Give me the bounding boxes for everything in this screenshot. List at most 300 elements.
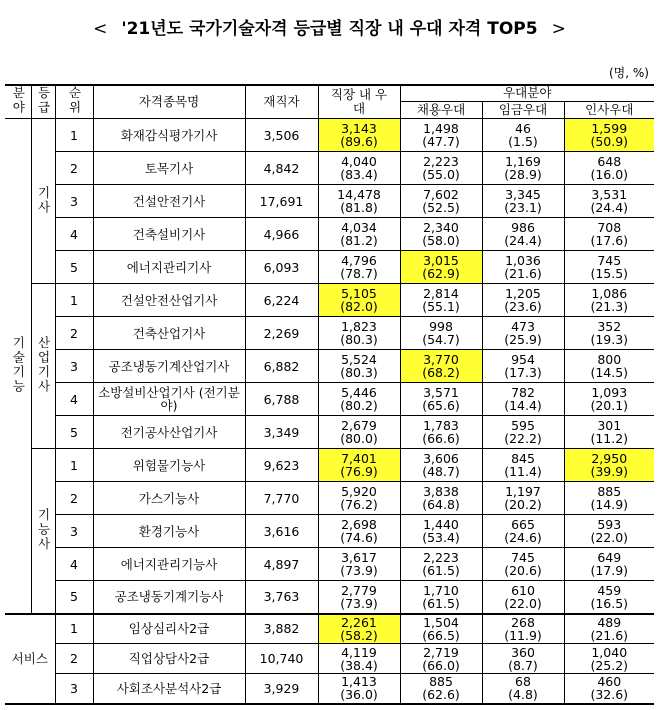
hire-percent: (61.5) — [422, 595, 460, 611]
hire-cell — [400, 515, 482, 548]
wage-count: 1,197 — [505, 484, 541, 499]
pers-cell — [564, 383, 654, 416]
grade-cell: 기능사 — [31, 449, 55, 614]
table-row — [5, 152, 654, 185]
pref-cell — [318, 614, 400, 644]
table-row — [5, 581, 654, 614]
pref-cell — [318, 644, 400, 674]
pref-percent: (80.0) — [340, 431, 378, 446]
pref-cell — [318, 674, 400, 704]
wage-cell — [482, 449, 564, 482]
wage-cell — [482, 548, 564, 581]
table-row — [5, 218, 654, 251]
rank-cell: 3 — [55, 674, 93, 704]
holders-cell: 4,842 — [245, 152, 318, 185]
pers-cell — [564, 350, 654, 383]
holders-cell: 3,882 — [245, 614, 318, 644]
wage-percent: (8.7) — [508, 657, 538, 673]
wage-cell — [482, 251, 564, 284]
wage-cell — [482, 152, 564, 185]
wage-cell — [482, 482, 564, 515]
table-row — [5, 383, 654, 416]
hire-cell — [400, 350, 482, 383]
pref-percent: (74.6) — [340, 530, 378, 545]
qualification-name: 위험물기능사 — [93, 449, 245, 482]
wage-cell — [482, 317, 564, 350]
pref-percent: (82.0) — [340, 299, 378, 314]
wage-percent: (20.2) — [504, 497, 542, 512]
pers-count: 301 — [597, 418, 622, 433]
hire-cell — [400, 284, 482, 317]
pers-percent: (21.6) — [590, 627, 629, 643]
hire-cell — [400, 614, 482, 644]
hire-cell — [400, 674, 482, 704]
pers-cell — [564, 674, 654, 704]
wage-count: 782 — [511, 385, 535, 400]
pers-count: 649 — [597, 550, 622, 565]
hire-cell — [400, 152, 482, 185]
holders-cell: 3,929 — [245, 674, 318, 704]
pref-cell — [318, 515, 400, 548]
hire-count: 2,814 — [423, 286, 459, 301]
hire-percent: (62.6) — [422, 687, 460, 703]
qualification-name: 소방설비산업기사 (전기분야) — [93, 383, 245, 416]
wage-count: 610 — [511, 582, 535, 598]
grade-cell: 산업기사 — [31, 284, 55, 449]
wage-count: 68 — [515, 674, 531, 690]
hire-percent: (66.6) — [422, 431, 460, 446]
pref-cell — [318, 218, 400, 251]
header-pref-area: 우대분야 — [400, 85, 654, 101]
wage-percent: (1.5) — [508, 134, 538, 149]
pers-count: 489 — [597, 614, 622, 630]
pers-percent: (11.2) — [590, 431, 629, 446]
pers-percent: (16.5) — [590, 595, 629, 611]
table-row — [5, 449, 654, 482]
pref-percent: (81.2) — [340, 233, 378, 248]
wage-percent: (11.4) — [504, 464, 542, 479]
right-chevron-icon: > — [551, 19, 566, 39]
pers-percent: (15.5) — [590, 266, 629, 281]
pref-percent: (80.2) — [340, 398, 378, 413]
pers-count: 800 — [597, 352, 622, 367]
qualification-name: 토목기사 — [93, 152, 245, 185]
pers-count: 459 — [597, 582, 622, 598]
hire-percent: (53.4) — [422, 530, 460, 545]
pref-count: 2,698 — [341, 517, 377, 532]
hire-count: 7,602 — [423, 187, 459, 202]
rank-cell: 4 — [55, 218, 93, 251]
wage-percent: (11.9) — [504, 627, 542, 643]
pers-count: 1,599 — [591, 121, 628, 136]
wage-percent: (25.9) — [504, 332, 542, 347]
wage-cell — [482, 614, 564, 644]
title-text: '21년도 국가기술자격 등급별 직장 내 우대 자격 TOP5 — [121, 19, 538, 39]
pers-count: 745 — [597, 253, 622, 268]
pref-percent: (80.3) — [340, 332, 378, 347]
wage-cell — [482, 383, 564, 416]
hire-count: 3,770 — [423, 352, 459, 367]
pref-cell — [318, 185, 400, 218]
header-grade: 등급 — [31, 85, 55, 119]
holders-cell: 10,740 — [245, 644, 318, 674]
pref-count: 14,478 — [337, 187, 381, 202]
wage-cell — [482, 416, 564, 449]
header-name: 자격종목명 — [93, 85, 245, 119]
table-row — [5, 251, 654, 284]
hire-cell — [400, 581, 482, 614]
hire-count: 2,340 — [423, 220, 459, 235]
document-title — [0, 14, 659, 39]
pers-count: 1,093 — [591, 385, 628, 400]
hire-count: 1,783 — [423, 418, 459, 433]
rank-cell: 3 — [55, 185, 93, 218]
wage-count: 986 — [511, 220, 535, 235]
pers-percent: (25.2) — [590, 657, 629, 673]
pref-count: 1,823 — [341, 319, 377, 334]
rank-cell: 5 — [55, 416, 93, 449]
pers-percent: (32.6) — [590, 687, 629, 703]
wage-percent: (4.8) — [508, 687, 538, 703]
pers-percent: (14.5) — [590, 365, 629, 380]
qualification-name: 에너지관리기능사 — [93, 548, 245, 581]
wage-count: 595 — [511, 418, 535, 433]
hire-cell — [400, 449, 482, 482]
pref-count: 7,401 — [341, 451, 377, 466]
pref-cell — [318, 449, 400, 482]
pers-count: 2,950 — [591, 451, 628, 466]
hire-count: 1,440 — [423, 517, 459, 532]
pref-count: 5,446 — [341, 385, 377, 400]
wage-percent: (23.6) — [504, 299, 542, 314]
pref-count: 2,261 — [341, 614, 377, 630]
wage-percent: (14.4) — [504, 398, 542, 413]
wage-cell — [482, 218, 564, 251]
pref-percent: (36.0) — [340, 687, 378, 703]
pref-cell — [318, 152, 400, 185]
header-field: 분야 — [5, 85, 31, 119]
pref-percent: (73.9) — [340, 563, 378, 578]
pers-count: 3,531 — [591, 187, 628, 202]
pref-count: 3,143 — [341, 121, 377, 136]
pref-count: 4,796 — [341, 253, 377, 268]
header-preferred: 직장 내 우대 — [318, 85, 400, 119]
rank-cell: 2 — [55, 152, 93, 185]
table-row — [5, 482, 654, 515]
hire-count: 885 — [429, 674, 453, 690]
wage-count: 1,036 — [505, 253, 541, 268]
pref-cell — [318, 548, 400, 581]
pref-cell — [318, 416, 400, 449]
pref-cell — [318, 251, 400, 284]
hire-count: 1,498 — [423, 121, 459, 136]
hire-count: 1,710 — [423, 582, 459, 598]
pref-cell — [318, 482, 400, 515]
wage-count: 473 — [511, 319, 535, 334]
pref-percent: (73.9) — [340, 595, 378, 611]
pref-cell — [318, 383, 400, 416]
pers-cell — [564, 482, 654, 515]
pref-cell — [318, 284, 400, 317]
rank-cell: 1 — [55, 119, 93, 152]
wage-percent: (21.6) — [504, 266, 542, 281]
pref-cell — [318, 581, 400, 614]
wage-percent: (28.9) — [504, 167, 542, 182]
qualification-name: 사회조사분석사2급 — [93, 674, 245, 704]
pers-percent: (20.1) — [590, 398, 629, 413]
pers-percent: (39.9) — [590, 464, 629, 479]
table-row — [5, 515, 654, 548]
wage-percent: (20.6) — [504, 563, 542, 578]
pers-count: 352 — [597, 319, 622, 334]
hire-cell — [400, 251, 482, 284]
qualification-name: 공조냉동기계기능사 — [93, 581, 245, 614]
pers-percent: (14.9) — [590, 497, 629, 512]
pref-cell — [318, 119, 400, 152]
rank-cell: 2 — [55, 482, 93, 515]
pref-count: 4,119 — [341, 644, 377, 660]
pers-count: 648 — [597, 154, 622, 169]
holders-cell: 3,616 — [245, 515, 318, 548]
pers-percent: (50.9) — [590, 134, 629, 149]
pref-percent: (83.4) — [340, 167, 378, 182]
qualification-name: 가스기능사 — [93, 482, 245, 515]
pref-count: 3,617 — [341, 550, 377, 565]
pref-count: 2,679 — [341, 418, 377, 433]
hire-percent: (55.1) — [422, 299, 460, 314]
pers-cell — [564, 614, 654, 644]
hire-count: 3,571 — [423, 385, 459, 400]
wage-percent: (23.1) — [504, 200, 542, 215]
wage-cell — [482, 644, 564, 674]
hire-cell — [400, 644, 482, 674]
header-wage: 임금우대 — [482, 101, 564, 118]
holders-cell: 4,897 — [245, 548, 318, 581]
qualification-name: 직업상담사2급 — [93, 644, 245, 674]
wage-count: 954 — [511, 352, 535, 367]
holders-cell: 7,770 — [245, 482, 318, 515]
hire-cell — [400, 185, 482, 218]
hire-cell — [400, 317, 482, 350]
pref-count: 1,413 — [341, 674, 377, 690]
wage-percent: (17.3) — [504, 365, 542, 380]
pers-cell — [564, 251, 654, 284]
qualification-name: 전기공사산업기사 — [93, 416, 245, 449]
pers-cell — [564, 185, 654, 218]
pref-percent: (58.2) — [340, 627, 378, 643]
pers-cell — [564, 284, 654, 317]
hire-count: 3,838 — [423, 484, 459, 499]
qualification-table — [5, 84, 654, 705]
holders-cell: 6,882 — [245, 350, 318, 383]
pers-cell — [564, 119, 654, 152]
table-row — [5, 119, 654, 152]
qualification-name: 건축산업기사 — [93, 317, 245, 350]
hire-cell — [400, 119, 482, 152]
pers-count: 1,086 — [591, 286, 628, 301]
holders-cell: 4,966 — [245, 218, 318, 251]
wage-cell — [482, 581, 564, 614]
holders-cell: 2,269 — [245, 317, 318, 350]
hire-count: 1,504 — [423, 614, 459, 630]
wage-cell — [482, 350, 564, 383]
pers-cell — [564, 644, 654, 674]
table-row — [5, 614, 654, 644]
pers-cell — [564, 581, 654, 614]
field-cell: 서비스 — [5, 614, 55, 704]
pref-count: 5,920 — [341, 484, 377, 499]
holders-cell: 6,093 — [245, 251, 318, 284]
hire-cell — [400, 218, 482, 251]
pers-cell — [564, 218, 654, 251]
wage-count: 360 — [511, 644, 535, 660]
table-row — [5, 185, 654, 218]
rank-cell: 5 — [55, 251, 93, 284]
qualification-name: 건축설비기사 — [93, 218, 245, 251]
pref-percent: (76.9) — [340, 464, 378, 479]
hire-percent: (52.5) — [422, 200, 460, 215]
hire-count: 998 — [429, 319, 453, 334]
pers-cell — [564, 449, 654, 482]
wage-percent: (22.2) — [504, 431, 542, 446]
wage-percent: (22.0) — [504, 595, 542, 611]
table-row — [5, 416, 654, 449]
holders-cell: 3,506 — [245, 119, 318, 152]
pref-percent: (78.7) — [340, 266, 378, 281]
header-personnel: 인사우대 — [564, 101, 654, 118]
unit-label: (명, %) — [609, 66, 649, 80]
pers-percent: (24.4) — [590, 200, 629, 215]
qualification-name: 공조냉동기계산업기사 — [93, 350, 245, 383]
pers-count: 593 — [597, 517, 622, 532]
pref-percent: (81.8) — [340, 200, 378, 215]
holders-cell: 3,763 — [245, 581, 318, 614]
wage-cell — [482, 515, 564, 548]
pers-cell — [564, 416, 654, 449]
pers-percent: (17.6) — [590, 233, 629, 248]
pers-count: 460 — [597, 674, 622, 690]
holders-cell: 3,349 — [245, 416, 318, 449]
hire-percent: (61.5) — [422, 563, 460, 578]
hire-percent: (65.6) — [422, 398, 460, 413]
header-holders: 재직자 — [245, 85, 318, 119]
table-row — [5, 644, 654, 674]
hire-cell — [400, 416, 482, 449]
hire-count: 3,015 — [423, 253, 459, 268]
pref-count: 5,105 — [341, 286, 377, 301]
hire-percent: (68.2) — [422, 365, 460, 380]
hire-count: 2,719 — [423, 644, 459, 660]
holders-cell: 9,623 — [245, 449, 318, 482]
table-row — [5, 284, 654, 317]
hire-count: 3,606 — [423, 451, 459, 466]
pers-cell — [564, 152, 654, 185]
hire-count: 2,223 — [423, 550, 459, 565]
pref-percent: (89.6) — [340, 134, 378, 149]
wage-percent: (24.4) — [504, 233, 542, 248]
pers-cell — [564, 317, 654, 350]
wage-count: 1,205 — [505, 286, 541, 301]
rank-cell: 1 — [55, 449, 93, 482]
holders-cell: 6,788 — [245, 383, 318, 416]
wage-percent: (24.6) — [504, 530, 542, 545]
pref-percent: (38.4) — [340, 657, 378, 673]
hire-percent: (62.9) — [422, 266, 460, 281]
wage-count: 3,345 — [505, 187, 541, 202]
hire-percent: (54.7) — [422, 332, 460, 347]
hire-count: 2,223 — [423, 154, 459, 169]
pers-percent: (22.0) — [590, 530, 629, 545]
rank-cell: 5 — [55, 581, 93, 614]
hire-cell — [400, 383, 482, 416]
hire-cell — [400, 548, 482, 581]
qualification-name: 화재감식평가기사 — [93, 119, 245, 152]
hire-percent: (48.7) — [422, 464, 460, 479]
rank-cell: 2 — [55, 644, 93, 674]
pref-cell — [318, 317, 400, 350]
pers-percent: (21.3) — [590, 299, 629, 314]
wage-count: 46 — [515, 121, 531, 136]
wage-count: 268 — [511, 614, 535, 630]
qualification-name: 임상심리사2급 — [93, 614, 245, 644]
hire-percent: (55.0) — [422, 167, 460, 182]
qualification-name: 에너지관리기사 — [93, 251, 245, 284]
wage-cell — [482, 674, 564, 704]
pref-count: 4,040 — [341, 154, 377, 169]
rank-cell: 4 — [55, 383, 93, 416]
wage-cell — [482, 284, 564, 317]
table-row — [5, 350, 654, 383]
hire-percent: (66.5) — [422, 627, 460, 643]
pers-count: 1,040 — [591, 644, 628, 660]
grade-cell: 기사 — [31, 119, 55, 284]
wage-count: 665 — [511, 517, 535, 532]
wage-cell — [482, 185, 564, 218]
pref-count: 2,779 — [341, 582, 377, 598]
pers-percent: (16.0) — [590, 167, 629, 182]
pref-count: 5,524 — [341, 352, 377, 367]
pref-count: 4,034 — [341, 220, 377, 235]
hire-percent: (66.0) — [422, 657, 460, 673]
wage-count: 1,169 — [505, 154, 541, 169]
pers-percent: (19.3) — [590, 332, 629, 347]
pref-percent: (76.2) — [340, 497, 378, 512]
pref-cell — [318, 350, 400, 383]
left-chevron-icon: < — [93, 19, 108, 39]
pers-count: 885 — [597, 484, 622, 499]
rank-cell: 1 — [55, 284, 93, 317]
wage-count: 845 — [511, 451, 535, 466]
table-row — [5, 317, 654, 350]
hire-percent: (47.7) — [422, 134, 460, 149]
pref-percent: (80.3) — [340, 365, 378, 380]
pers-percent: (17.9) — [590, 563, 629, 578]
hire-cell — [400, 482, 482, 515]
pers-count: 708 — [597, 220, 622, 235]
pers-cell — [564, 515, 654, 548]
hire-percent: (64.8) — [422, 497, 460, 512]
table-row — [5, 548, 654, 581]
qualification-name: 건설안전기사 — [93, 185, 245, 218]
hire-percent: (58.0) — [422, 233, 460, 248]
field-cell: 기술기능 — [5, 119, 31, 614]
holders-cell: 6,224 — [245, 284, 318, 317]
wage-cell — [482, 119, 564, 152]
header-rank: 순위 — [55, 85, 93, 119]
table-row — [5, 674, 654, 704]
pers-cell — [564, 548, 654, 581]
rank-cell: 2 — [55, 317, 93, 350]
